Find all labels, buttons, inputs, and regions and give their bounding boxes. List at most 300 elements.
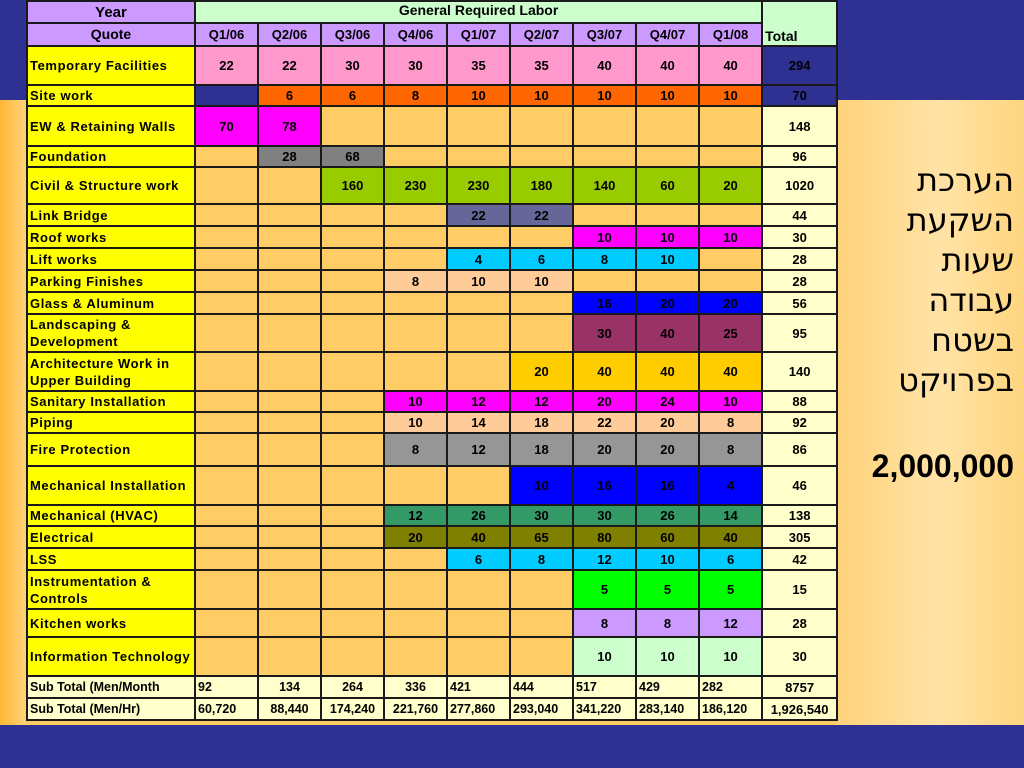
labor-cell (321, 352, 384, 391)
row-label: Link Bridge (27, 204, 195, 226)
hebrew-line: בשטח (931, 321, 1014, 359)
labor-cell: 8 (699, 412, 762, 433)
labor-cell (321, 637, 384, 676)
labor-cell: 12 (573, 548, 636, 570)
row-label: Mechanical Installation (27, 466, 195, 505)
labor-cell (636, 270, 699, 292)
labor-cell (384, 204, 447, 226)
labor-cell: 40 (636, 46, 699, 85)
subtotal-cell: 444 (510, 676, 573, 698)
quarter-header: Q3/06 (321, 23, 384, 46)
labor-cell: 4 (447, 248, 510, 270)
labor-cell: 10 (573, 226, 636, 248)
quarter-header: Q3/07 (573, 23, 636, 46)
labor-cell (321, 412, 384, 433)
labor-cell (195, 352, 258, 391)
quarter-header: Q1/07 (447, 23, 510, 46)
subtotal-cell: 264 (321, 676, 384, 698)
labor-cell (510, 226, 573, 248)
labor-cell: 60 (636, 526, 699, 548)
row-label: Instrumentation & Controls (27, 570, 195, 609)
subtotal-label: Sub Total (Men/Hr) (27, 698, 195, 720)
labor-cell (258, 270, 321, 292)
labor-cell (258, 248, 321, 270)
labor-cell (195, 570, 258, 609)
labor-cell (195, 391, 258, 412)
labor-cell (258, 412, 321, 433)
row-total: 305 (762, 526, 837, 548)
labor-cell: 10 (447, 85, 510, 106)
labor-cell (447, 226, 510, 248)
labor-cell: 20 (636, 292, 699, 314)
labor-cell: 30 (321, 46, 384, 85)
row-total: 42 (762, 548, 837, 570)
labor-cell (636, 204, 699, 226)
labor-cell: 20 (636, 412, 699, 433)
table-row (27, 433, 837, 466)
labor-cell: 80 (573, 526, 636, 548)
labor-cell (510, 609, 573, 637)
labor-cell: 8 (573, 609, 636, 637)
labor-cell: 20 (384, 526, 447, 548)
row-label: Lift works (27, 248, 195, 270)
labor-cell (258, 352, 321, 391)
labor-cell (699, 270, 762, 292)
table-row (27, 106, 837, 146)
hebrew-caption (834, 160, 1014, 400)
labor-cell: 22 (258, 46, 321, 85)
row-label: EW & Retaining Walls (27, 106, 195, 146)
table-row (27, 391, 837, 412)
labor-cell: 10 (573, 85, 636, 106)
row-total: 96 (762, 146, 837, 167)
subtotal-cell: 336 (384, 676, 447, 698)
subtotal-cell: 429 (636, 676, 699, 698)
labor-cell (321, 204, 384, 226)
labor-cell: 14 (699, 505, 762, 526)
labor-cell: 40 (636, 352, 699, 391)
total-hours-estimate: 2,000,000 (871, 448, 1014, 484)
labor-cell (195, 270, 258, 292)
header-row-quote (27, 23, 837, 46)
labor-cell: 40 (699, 46, 762, 85)
table-row (27, 270, 837, 292)
labor-cell: 10 (699, 391, 762, 412)
labor-cell: 10 (636, 637, 699, 676)
labor-cell (258, 637, 321, 676)
table-row (27, 46, 837, 85)
subtotal-cell: 341,220 (573, 698, 636, 720)
labor-cell (699, 146, 762, 167)
subtotal-cell: 174,240 (321, 698, 384, 720)
labor-cell (321, 570, 384, 609)
labor-cell (321, 314, 384, 352)
labor-cell: 25 (699, 314, 762, 352)
labor-cell: 30 (573, 505, 636, 526)
labor-cell: 35 (510, 46, 573, 85)
labor-cell (447, 146, 510, 167)
labor-cell (384, 106, 447, 146)
labor-cell: 40 (699, 526, 762, 548)
row-label: Mechanical (HVAC) (27, 505, 195, 526)
labor-cell: 12 (699, 609, 762, 637)
labor-cell: 22 (510, 204, 573, 226)
labor-cell (573, 270, 636, 292)
labor-cell: 10 (384, 412, 447, 433)
row-label: Foundation (27, 146, 195, 167)
labor-cell: 10 (510, 466, 573, 505)
labor-cell (573, 204, 636, 226)
labor-cell (573, 146, 636, 167)
labor-cell: 68 (321, 146, 384, 167)
hebrew-line: עבודה (928, 281, 1014, 319)
labor-cell (195, 412, 258, 433)
labor-cell: 10 (699, 226, 762, 248)
labor-cell (258, 292, 321, 314)
labor-cell: 40 (447, 526, 510, 548)
labor-cell (195, 248, 258, 270)
labor-cell (447, 292, 510, 314)
labor-cell: 18 (510, 433, 573, 466)
labor-cell (384, 248, 447, 270)
labor-cell (384, 466, 447, 505)
row-label: Parking Finishes (27, 270, 195, 292)
labor-cell: 20 (573, 391, 636, 412)
labor-cell: 8 (384, 85, 447, 106)
total-header: Total (762, 1, 837, 46)
labor-cell (258, 391, 321, 412)
labor-cell (699, 248, 762, 270)
labor-cell (384, 292, 447, 314)
row-total: 30 (762, 637, 837, 676)
table-row (27, 609, 837, 637)
subtotal-row (27, 676, 837, 698)
labor-cell (384, 570, 447, 609)
labor-cell (384, 146, 447, 167)
subtotal-cell: 283,140 (636, 698, 699, 720)
table-row (27, 167, 837, 204)
table-row (27, 412, 837, 433)
labor-cell (510, 146, 573, 167)
subtotal-cell: 92 (195, 676, 258, 698)
labor-cell: 40 (699, 352, 762, 391)
subtotal-label: Sub Total (Men/Month (27, 676, 195, 698)
labor-cell: 6 (447, 548, 510, 570)
labor-cell: 230 (447, 167, 510, 204)
row-label: Glass & Aluminum (27, 292, 195, 314)
labor-cell: 10 (510, 270, 573, 292)
labor-cell (195, 167, 258, 204)
labor-cell: 26 (447, 505, 510, 526)
labor-cell (636, 146, 699, 167)
row-total: 70 (762, 85, 837, 106)
labor-cell: 20 (573, 433, 636, 466)
row-label: Piping (27, 412, 195, 433)
labor-cell (321, 270, 384, 292)
subtotal-cell: 293,040 (510, 698, 573, 720)
hebrew-line: השקעת (906, 201, 1014, 239)
labor-cell: 30 (573, 314, 636, 352)
table-row (27, 637, 837, 676)
quarter-header: Q1/06 (195, 23, 258, 46)
labor-cell: 10 (636, 226, 699, 248)
labor-cell (258, 433, 321, 466)
labor-cell (321, 433, 384, 466)
labor-cell (510, 292, 573, 314)
hebrew-line: הערכת (917, 161, 1014, 199)
labor-cell: 26 (636, 505, 699, 526)
row-total: 28 (762, 609, 837, 637)
row-total: 95 (762, 314, 837, 352)
labor-cell (384, 609, 447, 637)
row-label: Civil & Structure work (27, 167, 195, 204)
row-label: Electrical (27, 526, 195, 548)
labor-cell: 8 (384, 270, 447, 292)
labor-cell (447, 609, 510, 637)
labor-cell: 5 (699, 570, 762, 609)
table-row (27, 226, 837, 248)
labor-table (26, 0, 838, 721)
year-header: Year (27, 1, 195, 23)
labor-cell: 10 (384, 391, 447, 412)
left-gradient (0, 100, 26, 725)
labor-cell (321, 609, 384, 637)
quote-header: Quote (27, 23, 195, 46)
labor-cell (447, 106, 510, 146)
labor-cell: 16 (636, 466, 699, 505)
labor-cell: 6 (699, 548, 762, 570)
labor-cell (195, 292, 258, 314)
labor-cell (195, 505, 258, 526)
labor-cell: 24 (636, 391, 699, 412)
labor-cell: 20 (636, 433, 699, 466)
labor-cell: 40 (573, 46, 636, 85)
labor-cell (447, 570, 510, 609)
labor-cell (258, 548, 321, 570)
labor-cell (321, 106, 384, 146)
labor-cell: 230 (384, 167, 447, 204)
labor-cell: 4 (699, 466, 762, 505)
row-label: Roof works (27, 226, 195, 248)
labor-cell: 22 (573, 412, 636, 433)
labor-cell: 28 (258, 146, 321, 167)
labor-cell: 22 (195, 46, 258, 85)
row-label: Site work (27, 85, 195, 106)
subtotal-cell: 282 (699, 676, 762, 698)
table-row (27, 352, 837, 391)
subtotal-cell: 60,720 (195, 698, 258, 720)
table-row (27, 466, 837, 505)
labor-cell: 140 (573, 167, 636, 204)
labor-cell (510, 106, 573, 146)
labor-cell (447, 314, 510, 352)
labor-cell (321, 548, 384, 570)
quarter-header: Q2/06 (258, 23, 321, 46)
row-total: 88 (762, 391, 837, 412)
table-row (27, 548, 837, 570)
row-total: 148 (762, 106, 837, 146)
subtotal-total: 1,926,540 (762, 698, 837, 720)
labor-cell: 16 (573, 466, 636, 505)
labor-cell: 10 (447, 270, 510, 292)
group-header: General Required Labor (195, 1, 762, 23)
labor-cell: 180 (510, 167, 573, 204)
labor-cell: 5 (636, 570, 699, 609)
labor-cell (195, 526, 258, 548)
labor-cell (258, 505, 321, 526)
subtotal-cell: 134 (258, 676, 321, 698)
labor-cell (195, 466, 258, 505)
labor-cell (573, 106, 636, 146)
labor-cell: 78 (258, 106, 321, 146)
labor-cell (384, 314, 447, 352)
row-label: Landscaping & Development (27, 314, 195, 352)
labor-cell: 30 (384, 46, 447, 85)
labor-cell (321, 391, 384, 412)
labor-cell (195, 637, 258, 676)
labor-cell: 6 (321, 85, 384, 106)
labor-cell (510, 314, 573, 352)
subtotal-cell: 517 (573, 676, 636, 698)
labor-cell (384, 548, 447, 570)
labor-cell: 10 (699, 637, 762, 676)
labor-cell (384, 352, 447, 391)
labor-cell (447, 352, 510, 391)
labor-cell (699, 204, 762, 226)
labor-cell: 10 (699, 85, 762, 106)
labor-cell (258, 204, 321, 226)
row-label: Architecture Work in Upper Building (27, 352, 195, 391)
labor-cell: 8 (573, 248, 636, 270)
table-row (27, 248, 837, 270)
subtotal-cell: 421 (447, 676, 510, 698)
labor-cell: 12 (384, 505, 447, 526)
labor-cell: 6 (510, 248, 573, 270)
labor-cell (321, 248, 384, 270)
table-row (27, 505, 837, 526)
labor-cell (195, 226, 258, 248)
labor-cell (321, 466, 384, 505)
subtotal-cell: 186,120 (699, 698, 762, 720)
table-row (27, 204, 837, 226)
row-total: 86 (762, 433, 837, 466)
labor-cell: 10 (636, 548, 699, 570)
labor-cell: 160 (321, 167, 384, 204)
labor-cell: 60 (636, 167, 699, 204)
labor-cell (258, 314, 321, 352)
labor-cell (258, 226, 321, 248)
labor-cell (258, 526, 321, 548)
row-total: 1020 (762, 167, 837, 204)
table-row (27, 526, 837, 548)
row-total: 138 (762, 505, 837, 526)
row-total: 92 (762, 412, 837, 433)
labor-cell: 8 (384, 433, 447, 466)
row-total: 15 (762, 570, 837, 609)
labor-cell: 16 (573, 292, 636, 314)
quarter-header: Q1/08 (699, 23, 762, 46)
row-total: 56 (762, 292, 837, 314)
row-label: Sanitary Installation (27, 391, 195, 412)
labor-cell: 8 (510, 548, 573, 570)
row-label: LSS (27, 548, 195, 570)
labor-cell: 10 (636, 248, 699, 270)
labor-cell (447, 466, 510, 505)
row-label: Kitchen works (27, 609, 195, 637)
subtotal-row (27, 698, 837, 720)
labor-cell: 6 (258, 85, 321, 106)
labor-cell: 30 (510, 505, 573, 526)
hebrew-line: בפרויקט (898, 361, 1014, 399)
labor-cell: 12 (447, 391, 510, 412)
labor-cell (258, 609, 321, 637)
labor-cell (510, 570, 573, 609)
labor-cell (195, 146, 258, 167)
bottom-band (0, 725, 1024, 768)
table-row (27, 292, 837, 314)
labor-cell (195, 609, 258, 637)
labor-cell (195, 433, 258, 466)
labor-cell: 20 (510, 352, 573, 391)
subtotal-cell: 221,760 (384, 698, 447, 720)
labor-cell: 70 (195, 106, 258, 146)
labor-cell (258, 570, 321, 609)
labor-cell: 40 (636, 314, 699, 352)
labor-cell: 10 (636, 85, 699, 106)
labor-cell (321, 505, 384, 526)
labor-cell: 10 (510, 85, 573, 106)
header-row-year (27, 1, 837, 23)
labor-cell (636, 106, 699, 146)
labor-cell: 20 (699, 292, 762, 314)
labor-cell: 20 (699, 167, 762, 204)
labor-cell (195, 204, 258, 226)
quarter-header: Q4/06 (384, 23, 447, 46)
labor-cell (447, 637, 510, 676)
labor-cell (510, 637, 573, 676)
labor-cell (321, 292, 384, 314)
labor-cell (195, 548, 258, 570)
row-total: 46 (762, 466, 837, 505)
row-total: 28 (762, 270, 837, 292)
table-row (27, 570, 837, 609)
labor-cell (258, 466, 321, 505)
labor-cell: 14 (447, 412, 510, 433)
row-label: Temporary Facilities (27, 46, 195, 85)
quarter-header: Q4/07 (636, 23, 699, 46)
labor-cell (699, 106, 762, 146)
labor-cell (258, 167, 321, 204)
labor-cell (321, 526, 384, 548)
row-total: 44 (762, 204, 837, 226)
labor-cell: 18 (510, 412, 573, 433)
table-row (27, 146, 837, 167)
labor-cell: 40 (573, 352, 636, 391)
labor-cell: 12 (510, 391, 573, 412)
labor-cell: 8 (636, 609, 699, 637)
labor-cell (384, 226, 447, 248)
labor-cell (195, 314, 258, 352)
subtotal-cell: 277,860 (447, 698, 510, 720)
row-total: 28 (762, 248, 837, 270)
row-total: 30 (762, 226, 837, 248)
labor-cell: 65 (510, 526, 573, 548)
table-row (27, 85, 837, 106)
labor-cell: 8 (699, 433, 762, 466)
row-label: Fire Protection (27, 433, 195, 466)
labor-cell: 12 (447, 433, 510, 466)
hebrew-line: שעות (941, 241, 1014, 279)
